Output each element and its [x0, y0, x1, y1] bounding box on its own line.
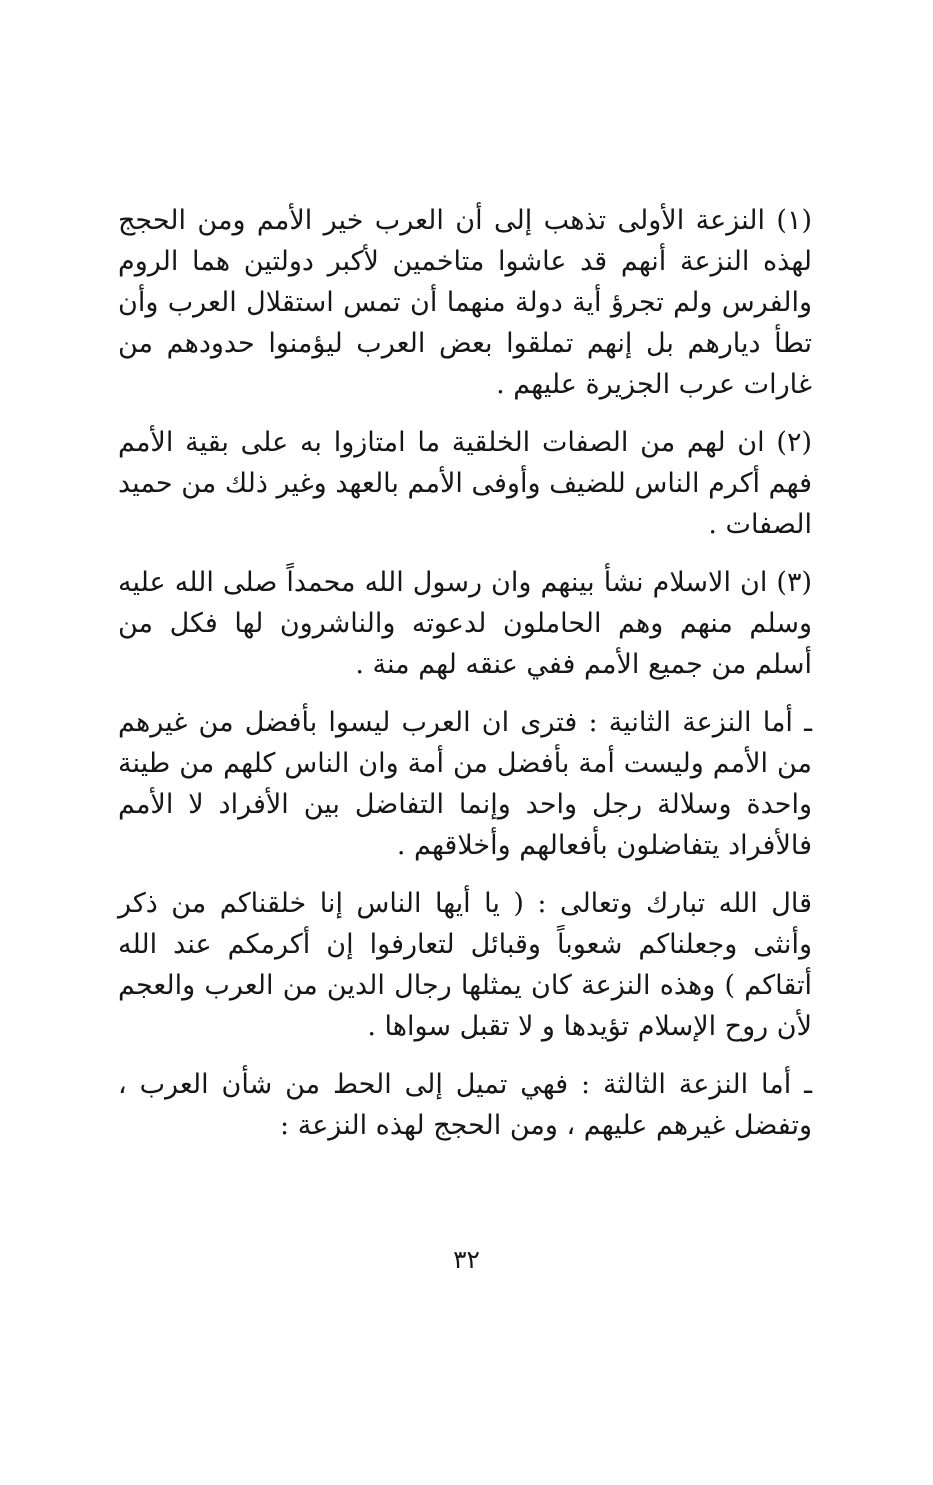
paragraph-second-tendency: ـ أما النزعة الثانية : فترى ان العرب ليسوا بأفضل من غيرهم من الأمم وليست أمة بأفضل من أمة وان الناس كلهم من طينة واحدة وسلالة رجل واحد وإنما التفاضل بين الأفراد لا الأمم فالأفراد يتفاضلون بأفعالهم وأخلاقهم . [118, 707, 812, 861]
paragraph-quran-quote: قال الله تبارك وتعالى : ( يا أيها الناس إنا خلقناكم من ذكر وأنثى وجعلناكم شعوباً وقبائل لتعارفوا إن أكرمكم عند الله أتقاكم ) وهذه النزعة كان يمثلها رجال الدين من العرب والعجم لأن روح الإسلام تؤيدها و لا تقبل سواها . [118, 888, 812, 1042]
paragraph-moral-qualities: (٢) ان لهم من الصفات الخلقية ما امتازوا به على بقية الأمم فهم أكرم الناس للضيف وأوفى الأمم بالعهد وغير ذلك من حميد الصفات . [118, 427, 812, 540]
body-text [118, 200, 812, 1146]
paragraph-arab-superiority: (١) النزعة الأولى تذهب إلى أن العرب خير الأمم ومن الحجج لهذه النزعة أنهم قد عاشوا متاخمين لأكبر دولتين هما الروم والفرس ولم تجرؤ أية دولة منهما أن تمس استقلال العرب وأن تطأ ديارهم بل إنهم تملقوا بعض العرب ليؤمنوا حدودهم من غارات عرب الجزيرة عليهم . [118, 205, 812, 400]
page-number: ٣٢ [453, 1245, 480, 1274]
paragraph-islam-origin: (٣) ان الاسلام نشأ بينهم وان رسول الله محمداً صلى الله عليه وسلم منهم وهم الحاملون لدعوته والناشرون لها فكل من أسلم من جميع الأمم ففي عنقه لهم منة . [118, 567, 812, 680]
paragraph-third-tendency: ـ أما النزعة الثالثة : فهي تميل إلى الحط من شأن العرب ، وتفضل غيرهم عليهم ، ومن الحجج لهذه النزعة : [118, 1069, 812, 1141]
